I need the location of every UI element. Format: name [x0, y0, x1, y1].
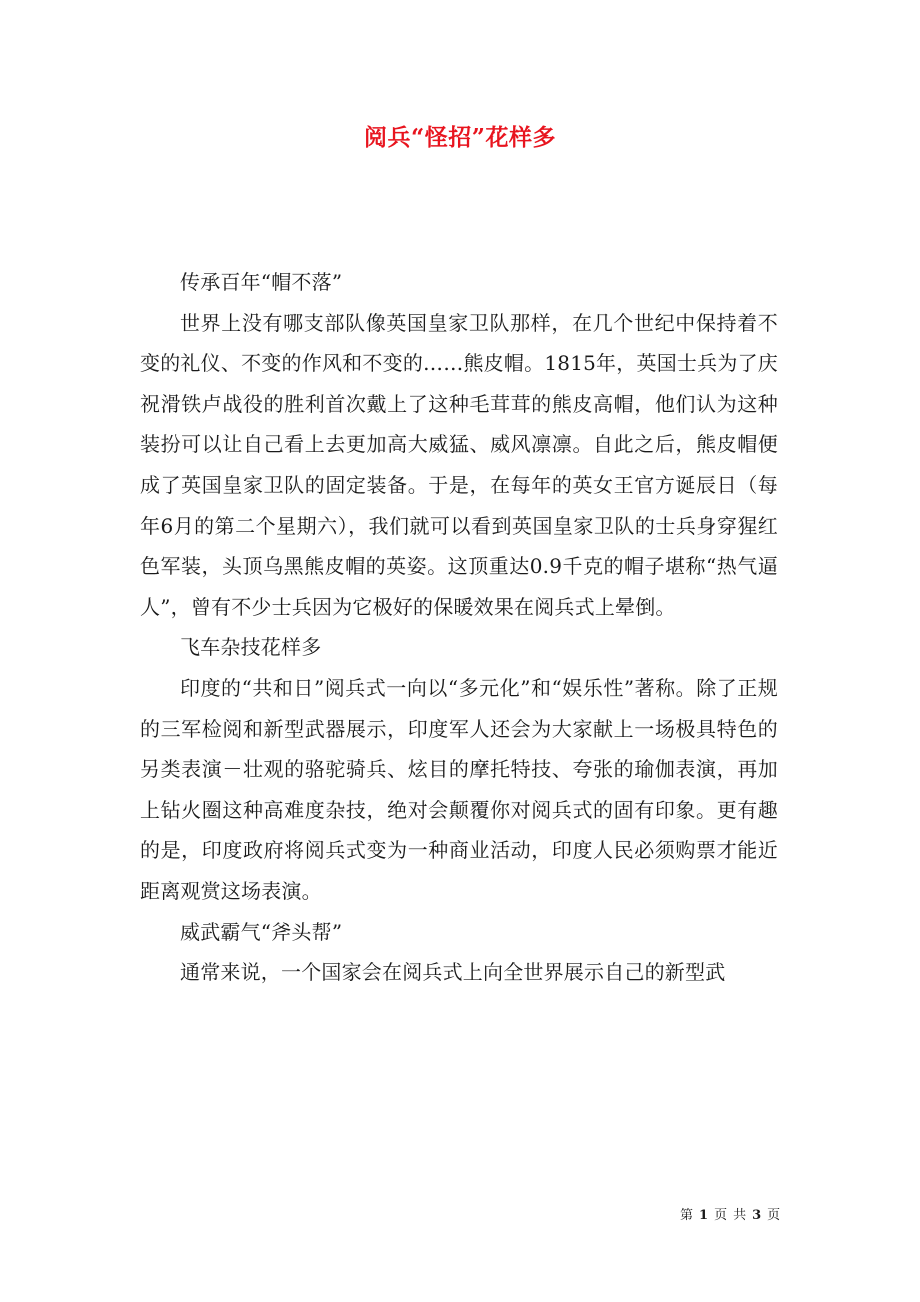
footer-prefix: 第 — [680, 1208, 694, 1223]
section-paragraph: 印度的“共和日”阅兵式一向以“多元化”和“娱乐性”著称。除了正规的三军检阅和新型武器展示，印度军人还会为大家献上一场极具特色的另类表演－壮观的骆驼骑兵、炫目的摩托特技、夸张的瑜伽表演，再加上钻火圈这种高难度杂技，绝对会颠覆你对阅兵式的固有印象。更有趣的是，印度政府将阅兵式变为一种商业活动，印度人民必须购票才能近距离观赏这场表演。 — [140, 675, 778, 903]
footer-page-label: 页 — [714, 1208, 728, 1223]
section-heading: 传承百年“帽不落” — [180, 270, 343, 294]
section-heading: 飞车杂技花样多 — [180, 635, 322, 660]
section-heading: 威武霸气“斧头帮” — [180, 919, 343, 944]
document-body — [140, 262, 778, 993]
footer-suffix: 页 — [767, 1208, 781, 1223]
total-pages-number: 3 — [752, 1208, 762, 1223]
current-page-number: 1 — [699, 1208, 709, 1223]
footer-total-label: 共 — [733, 1208, 747, 1223]
page-number-footer — [680, 1207, 780, 1225]
section-paragraph: 通常来说，一个国家会在阅兵式上向全世界展示自己的新型武 — [180, 960, 726, 985]
page-title: 阅兵“怪招”花样多 — [364, 124, 556, 151]
section-paragraph: 世界上没有哪支部队像英国皇家卫队那样，在几个世纪中保持着不变的礼仪、不变的作风和不变的……熊皮帽。1815年，英国士兵为了庆祝滑铁卢战役的胜利首次戴上了这种毛茸茸的熊皮高帽，他们认为这种装扮可以让自己看上去更加高大威猛、威风凛凛。自此之后，熊皮帽便成了英国皇家卫队的固定装备。于是，在每年的英女王官方诞辰日（每年6月的第二个星期六），我们就可以看到英国皇家卫队的士兵身穿猩红色军装，头顶乌黑熊皮帽的英姿。这顶重达0.9千克的帽子堪称“热气逼人”，曾有不少士兵因为它极好的保暖效果在阅兵式上晕倒。 — [140, 310, 778, 619]
